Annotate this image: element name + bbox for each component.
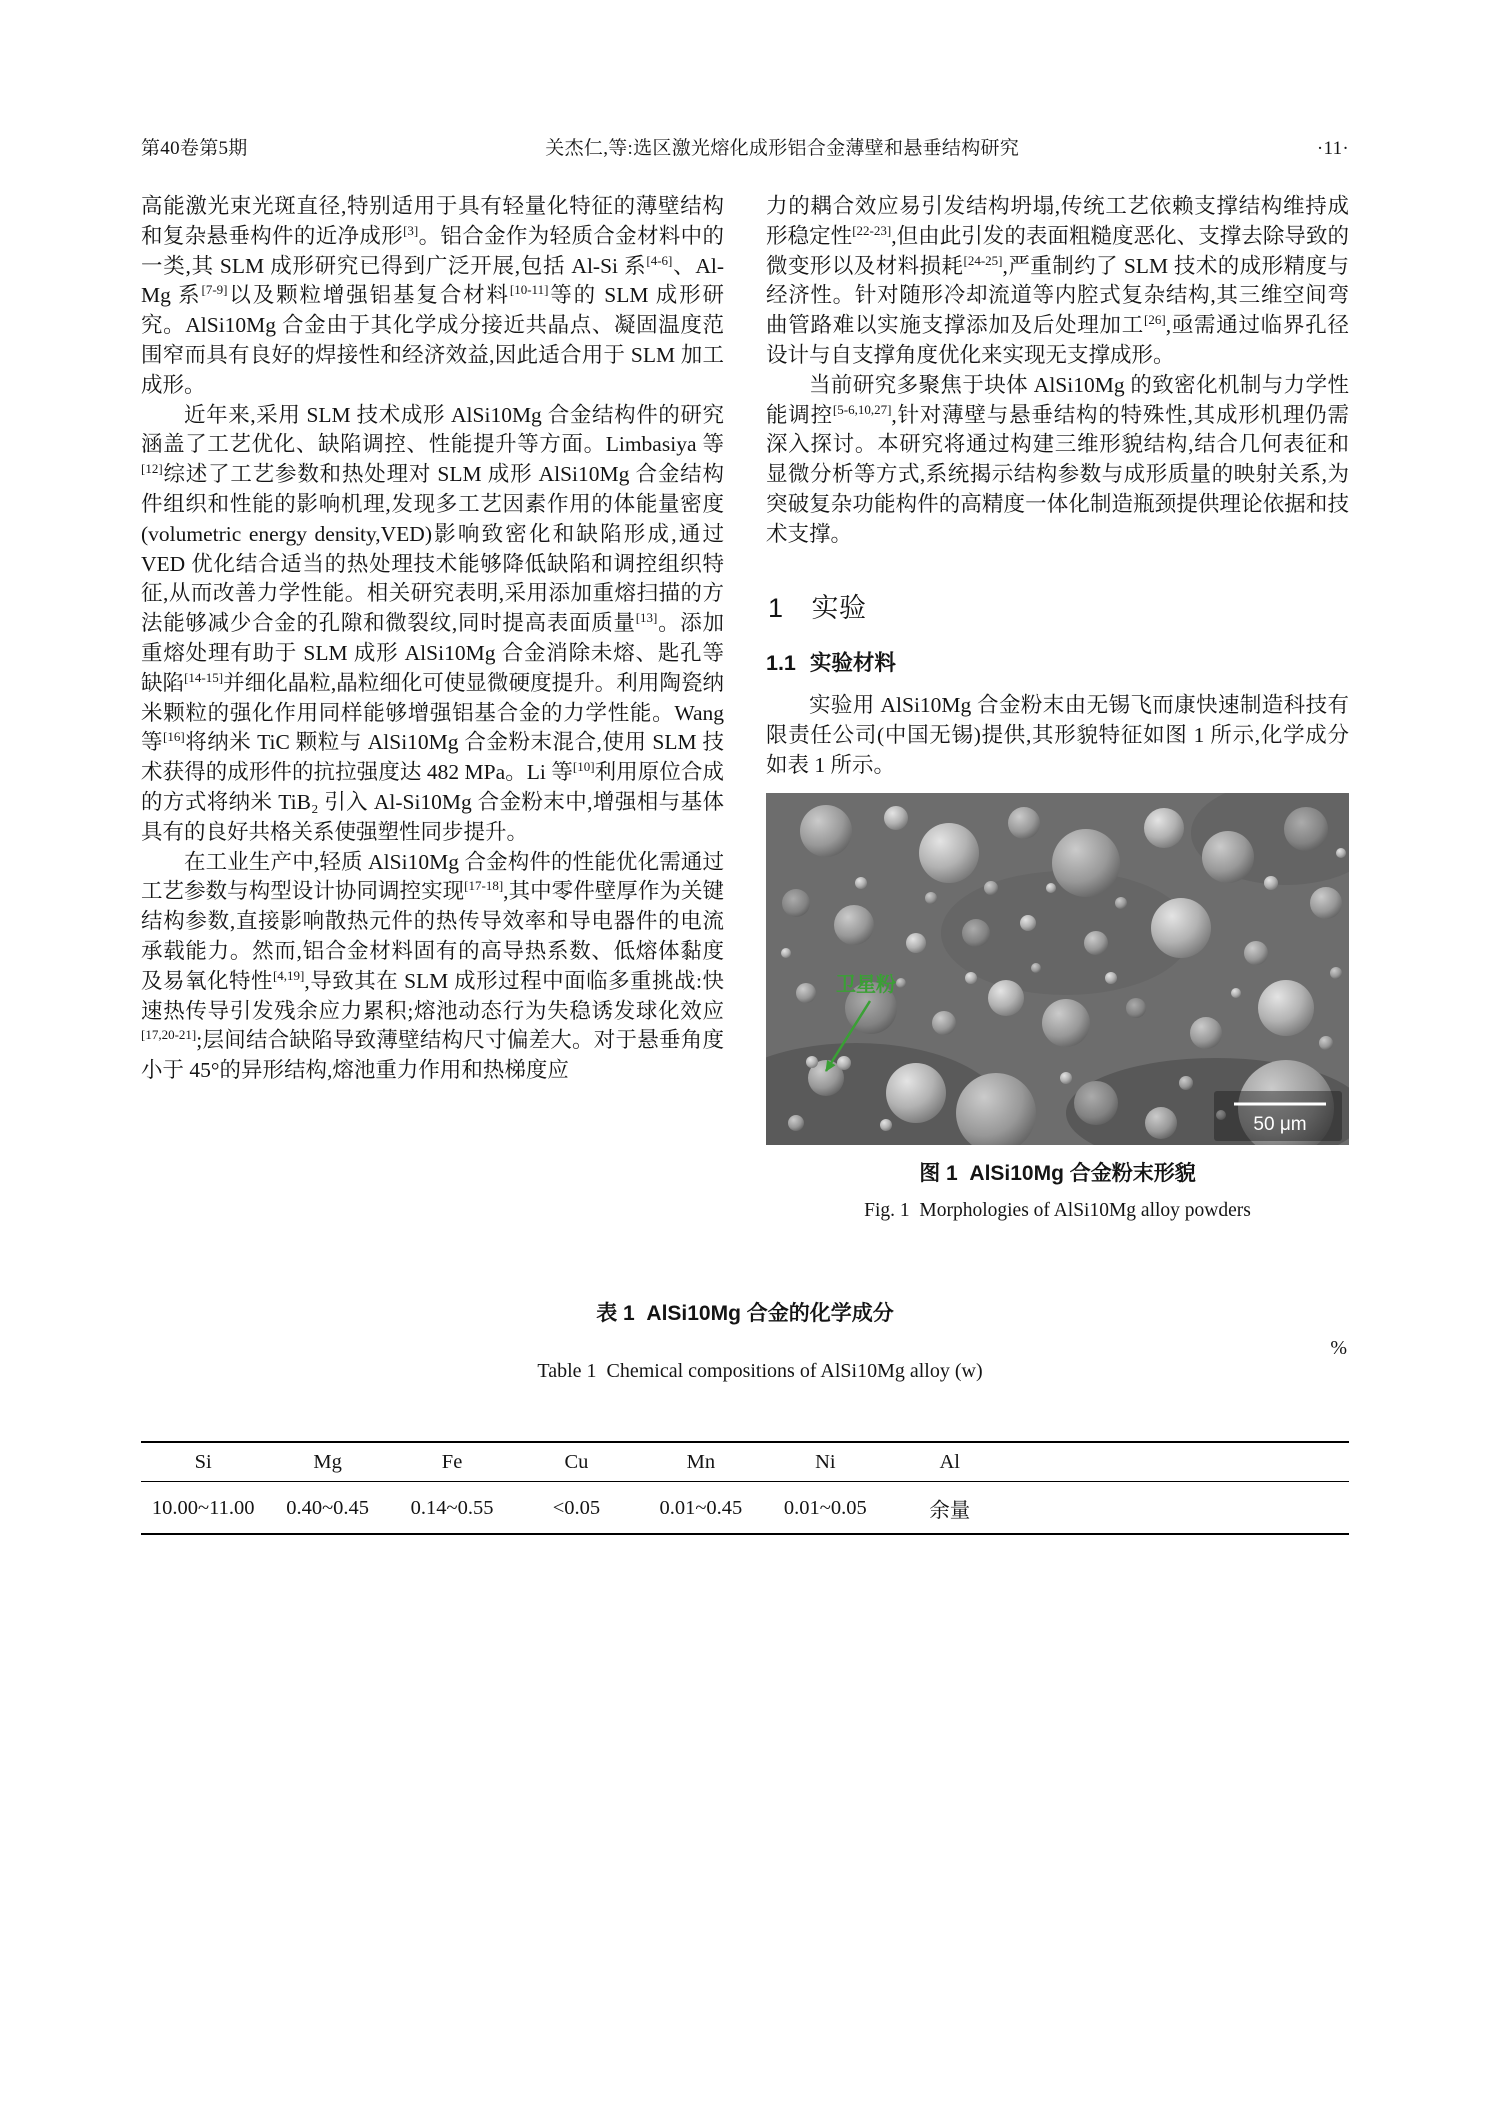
figure-1 — [766, 793, 1349, 1227]
table-cell: 10.00~11.00 — [151, 1496, 255, 1519]
left-column — [141, 192, 724, 1226]
right-column-intro — [766, 192, 1349, 550]
body-paragraph: 在工业生产中,轻质 AlSi10Mg 合金构件的性能优化需通过工艺参数与构型设计协同调控实现[17-18],其中零件壁厚作为关键结构参数,直接影响散热元件的热传导效率和导电器件的电流承载能力。然而,铝合金材料固有的高导热系数、低熔体黏度及易氧化特性[4,19],导致其在 SLM 成形过程中面临多重挑战:快速热传导引发残余应力累积;熔池动态行为失稳诱发球化效应[17,20-21];层间结合缺陷导致薄壁结构尺寸偏差大。对于悬垂角度小于 45°的异形结构,熔池重力作用和热梯度应 — [141, 849, 724, 1083]
chemical-composition-table — [141, 1441, 1349, 1535]
body-paragraph: 高能激光束光斑直径,特别适用于具有轻量化特征的薄壁结构和复杂悬垂构件的近净成形[3]。铝合金作为轻质合金材料中的一类,其 SLM 成形研究已得到广泛开展,包括 Al-Si 系[4-6]、Al-Mg 系[7-9]以及颗粒增强铝基复合材料[10-11]等的 SLM 成形研究。AlSi10Mg 合金由于其化学成分接近共晶点、凝固温度范围窄而具有良好的焊接性和经济效益,因此适合用于 SLM 加工成形。 — [141, 194, 724, 397]
right-column — [766, 192, 1349, 1226]
table-header-row — [141, 1442, 1349, 1482]
table-header-cell: Fe — [390, 1442, 514, 1482]
table-caption-cn: 表 1 AlSi10Mg 合金的化学成分 — [596, 1302, 894, 1325]
citation-ref: [14-15] — [184, 669, 224, 685]
citation-ref: [12] — [141, 461, 163, 477]
subsection-title: 实验材料 — [809, 651, 896, 676]
citation-ref: [24-25] — [963, 252, 1003, 268]
scale-bar-label: 50 μm — [1253, 1113, 1307, 1135]
citation-ref: [13] — [635, 610, 658, 625]
table-header-filler — [1012, 1442, 1349, 1482]
body-paragraph: 近年来,采用 SLM 技术成形 AlSi10Mg 合金结构件的研究涵盖了工艺优化、缺陷调控、性能提升等方面。Limbasiya 等[12]综述了工艺参数和热处理对 SLM 成形 AlSi10Mg 合金结构件组织和性能的影响机理,发现多工艺因素作用的体能量密度(volumetric energy density,VED)影响致密化和缺陷形成,通过 VED 优化结合适当的热处理技术能够降低缺陷和调控组织特征,从而改善力学性能。相关研究表明,采用添加重熔扫描的方法能够减少合金的孔隙和微裂纹,同时提高表面质量[13]。添加重熔处理有助于 SLM 成形 AlSi10Mg 合金消除未熔、匙孔等缺陷[14-15]并细化晶粒,晶粒细化可使显微硬度提升。利用陶瓷纳米颗粒的强化作用同样能够增强铝基合金的力学性能。Wang 等[16]将纳米 TiC 颗粒与 AlSi10Mg 合金粉末混合,使用 SLM 技术获得的成形件的抗拉强度达 482 MPa。Li 等[10]利用原位合成的方式将纳米 TiB₂ 引入 Al-Si10Mg 合金粉末中,增强相与基体具有的良好共格关系使强塑性同步提升。 — [141, 402, 724, 844]
running-head — [141, 133, 1349, 160]
citation-ref: [4-6] — [646, 252, 673, 268]
table-row — [141, 1482, 1349, 1535]
table-header-cell: Mn — [639, 1442, 763, 1482]
body-paragraph: 力的耦合效应易引发结构坍塌,传统工艺依赖支撑结构维持成形稳定性[22-23],但由此引发的表面粗糙度恶化、支撑去除导致的微变形以及材料损耗[24-25],严重制约了 SLM 技术的成形精度与经济性。针对随形冷却流道等内腔式复杂结构,其三维空间弯曲管路难以实施支撑添加及后处理加工[26],亟需通过临界孔径设计与自支撑角度优化来实现无支撑成形。 — [766, 194, 1349, 367]
citation-ref: [17,20-21] — [141, 1027, 197, 1043]
table-cell: <0.05 — [552, 1496, 601, 1519]
section-1-heading — [768, 594, 1349, 624]
table-1-block — [141, 1297, 1349, 1535]
section-number: 1 — [768, 592, 784, 623]
table-header-cell: Mg — [265, 1442, 389, 1482]
citation-ref: [10-11] — [509, 282, 549, 298]
table-cell: 余量 — [929, 1500, 971, 1522]
citation-ref: [22-23] — [852, 222, 892, 238]
figure-caption-cn: 图 1 AlSi10Mg 合金粉末形貌 — [919, 1161, 1196, 1185]
table-caption-en-row — [141, 1337, 1349, 1429]
table-header-cell: Cu — [514, 1442, 638, 1482]
table-cell-filler — [1012, 1482, 1349, 1535]
citation-ref: [26] — [1144, 312, 1166, 328]
volume-issue: 第40卷第5期 — [141, 138, 248, 159]
citation-ref: [17-18] — [464, 878, 504, 894]
figure-1-caption — [766, 1159, 1349, 1227]
subsection-number: 1.1 — [766, 651, 796, 676]
table-caption-en: Table 1 Chemical compositions of AlSi10Mg alloy (w) — [537, 1360, 983, 1382]
table-header-cell: Si — [141, 1442, 265, 1482]
citation-ref: [3] — [403, 222, 419, 238]
table-cell: 0.01~0.05 — [783, 1496, 867, 1519]
table-cell: 0.01~0.45 — [659, 1496, 743, 1519]
figure-caption-en: Fig. 1 Morphologies of AlSi10Mg alloy powders — [864, 1200, 1251, 1222]
citation-ref: [7-9] — [201, 282, 228, 298]
table-header-cell: Al — [888, 1442, 1012, 1482]
running-title: 关杰仁,等:选区激光熔化成形铝合金薄壁和悬垂结构研究 — [545, 138, 1020, 159]
body-paragraph: 实验用 AlSi10Mg 合金粉末由无锡飞而康快速制造科技有限责任公司(中国无锡)提供,其形貌特征如图 1 所示,化学成分如表 1 所示。 — [766, 693, 1349, 777]
table-header-cell: Ni — [763, 1442, 887, 1482]
sem-image — [766, 793, 1349, 1145]
figure-annotation-label: 卫星粉 — [836, 973, 896, 996]
section-title: 实验 — [811, 592, 867, 623]
two-column-body — [141, 192, 1349, 1226]
citation-ref: [10] — [572, 758, 595, 774]
table-cell: 0.14~0.55 — [410, 1496, 494, 1519]
section-1-1-heading — [766, 649, 1349, 679]
citation-ref: [5-6,10,27] — [832, 401, 892, 417]
page-number: ·11· — [1316, 138, 1349, 159]
table-cell: 0.40~0.45 — [286, 1496, 370, 1519]
table-unit: % — [1330, 1337, 1347, 1359]
citation-ref: [16] — [163, 729, 185, 745]
materials-paragraphs — [766, 691, 1349, 780]
body-paragraph: 当前研究多聚焦于块体 AlSi10Mg 的致密化机制与力学性能调控[5-6,10,27],针对薄壁与悬垂结构的特殊性,其成形机理仍需深入探讨。本研究将通过构建三维形貌结构,结合几何表征和显微分析等方式,系统揭示结构参数与成形质量的映射关系,为突破复杂功能构件的高精度一体化制造瓶颈提供理论依据和技术支撑。 — [766, 372, 1349, 546]
citation-ref: [4,19] — [272, 967, 305, 983]
